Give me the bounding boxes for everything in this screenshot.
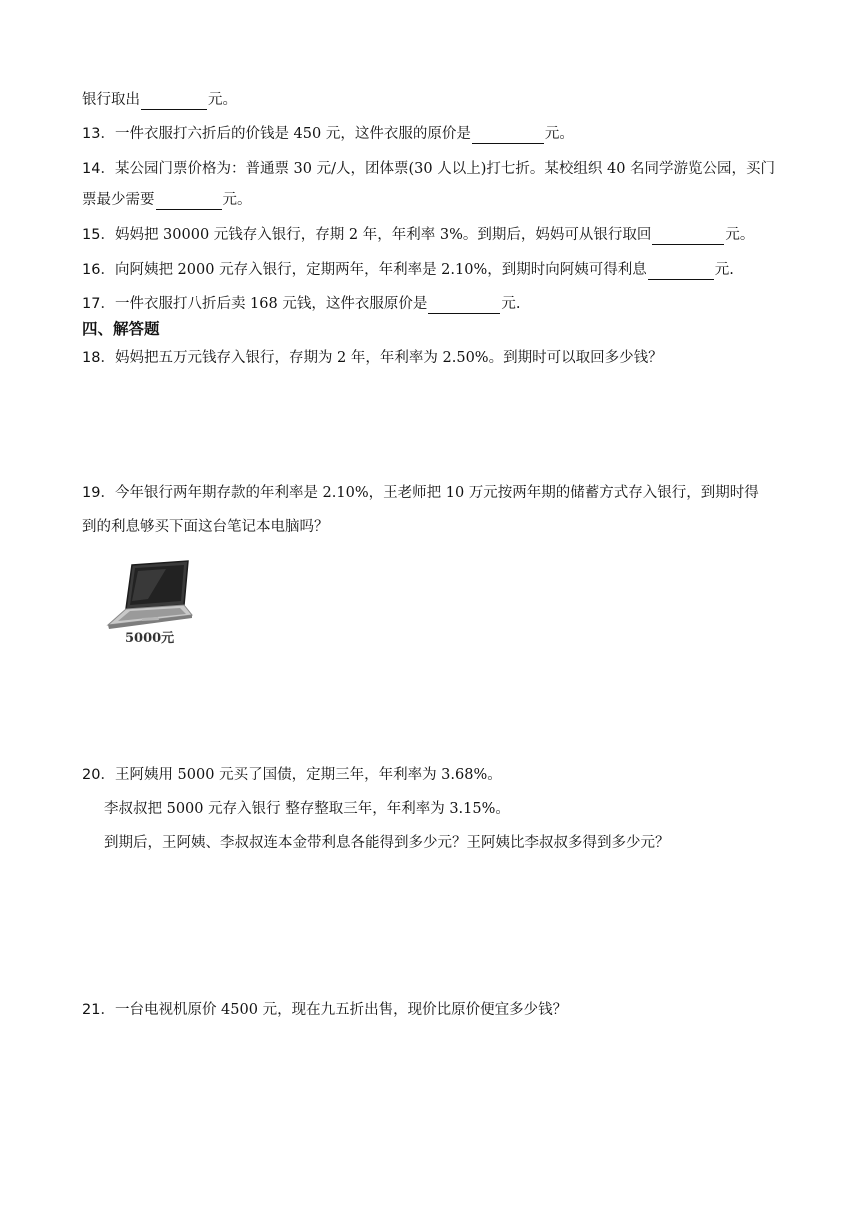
question-text: 一件衣服打六折后的价钱是 450 元，这件衣服的原价是 — [114, 126, 471, 142]
question-unit: 元。 — [725, 227, 755, 243]
question-text: 到的利息够买下面这台笔记本电脑吗？ — [82, 519, 329, 535]
question-unit: 元. — [714, 262, 734, 278]
question-text: 王阿姨用 5000 元买了国债，定期三年，年利率为 3.68%。 — [114, 767, 502, 783]
question-12-continuation — [82, 90, 237, 110]
question-13 — [82, 124, 574, 144]
question-20 — [82, 765, 502, 785]
question-number: 13． — [82, 126, 115, 142]
question-unit: 元。 — [208, 92, 237, 108]
question-19-continuation — [82, 517, 329, 537]
question-21 — [82, 1000, 567, 1020]
question-number: 21． — [82, 1002, 115, 1018]
section-heading: 四、解答题 — [82, 320, 160, 338]
question-unit: 元。 — [544, 126, 574, 142]
question-14 — [82, 159, 775, 179]
question-text: 到期后，王阿姨、李叔叔连本金带利息各能得到多少元？王阿姨比李叔叔多得到多少元？ — [104, 835, 670, 851]
question-text: 今年银行两年期存款的年利率是 2.10%，王老师把 10 万元按两年期的储蓄方式存入银行，到期时得 — [114, 485, 759, 501]
question-number: 15． — [82, 227, 115, 243]
answer-blank[interactable] — [428, 297, 500, 314]
question-20-line-2 — [104, 799, 510, 819]
question-18 — [82, 348, 663, 368]
question-unit: 元. — [501, 296, 521, 312]
question-14-continuation — [82, 190, 252, 210]
answer-blank[interactable] — [652, 228, 724, 245]
answer-blank[interactable] — [156, 193, 222, 210]
question-number: 14． — [82, 161, 115, 177]
question-text: 妈妈把五万元钱存入银行，存期为 2 年，年利率为 2.50%。到期时可以取回多少钱？ — [114, 350, 663, 366]
question-number: 19． — [82, 485, 115, 501]
question-number: 20． — [82, 767, 115, 783]
answer-blank[interactable] — [648, 263, 714, 280]
answer-blank[interactable] — [472, 127, 544, 144]
question-number: 17． — [82, 296, 115, 312]
question-text: 向阿姨把 2000 元存入银行，定期两年，年利率是 2.10%，到期时向阿姨可得利息 — [114, 262, 647, 278]
question-text: 一台电视机原价 4500 元，现在九五折出售，现价比原价便宜多少钱？ — [114, 1002, 568, 1018]
question-text: 票最少需要 — [82, 192, 155, 208]
question-16 — [82, 260, 734, 280]
question-20-line-3 — [104, 833, 670, 853]
question-text: 银行取出 — [82, 92, 140, 108]
question-15 — [82, 225, 754, 245]
question-text: 某公园门票价格为：普通票 30 元/人，团体票(30 人以上)打七折。某校组织 40 名同学游览公园，买门 — [114, 161, 776, 177]
question-19 — [82, 483, 759, 503]
question-17 — [82, 294, 520, 314]
answer-blank[interactable] — [141, 93, 207, 110]
question-text: 一件衣服打八折后卖 168 元钱，这件衣服原价是 — [114, 296, 428, 312]
question-number: 16． — [82, 262, 115, 278]
laptop-price-label: 5000元 — [125, 631, 175, 646]
question-text: 妈妈把 30000 元钱存入银行，存期 2 年，年利率 3%。到期后，妈妈可从银行取回 — [114, 227, 652, 243]
question-text: 李叔叔把 5000 元存入银行 整存整取三年，年利率为 3.15%。 — [104, 801, 510, 817]
question-unit: 元。 — [222, 192, 252, 208]
question-number: 18． — [82, 350, 115, 366]
